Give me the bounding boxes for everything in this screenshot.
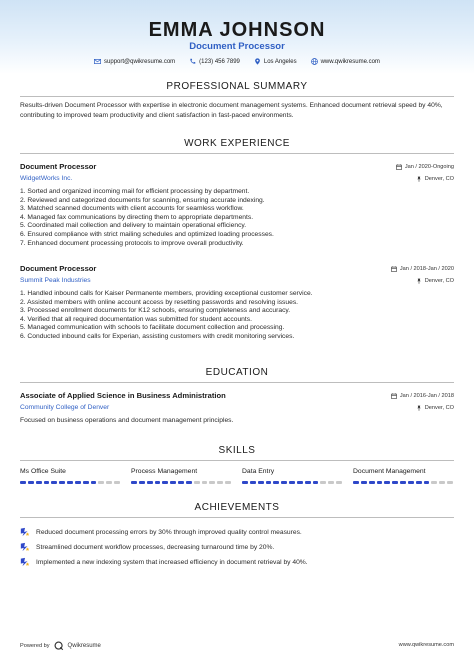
skill-level-segment	[392, 481, 398, 484]
skill-level-bar	[242, 481, 342, 484]
job-duties-list	[20, 188, 454, 248]
experience-divider	[20, 153, 454, 154]
skill-level-segment	[266, 481, 272, 484]
skill-level-segment	[225, 481, 231, 484]
skill-level-segment	[377, 481, 383, 484]
skill-level-segment	[51, 481, 57, 484]
skill-level-segment	[289, 481, 295, 484]
skill-level-segment	[336, 481, 342, 484]
company-name: Summit Peak Industries	[20, 277, 91, 284]
trophy-star-icon	[20, 527, 30, 537]
achievement-text: Reduced document processing errors by 30% through improved quality control measures.	[36, 528, 302, 536]
job-dates-text: Jan / 2018-Jan / 2020	[399, 266, 454, 272]
skill-level-segment	[328, 481, 334, 484]
skill-item	[20, 468, 120, 484]
job-dates	[396, 164, 454, 170]
skill-level-segment	[139, 481, 145, 484]
skill-level-segment	[170, 481, 176, 484]
skill-name: Document Management	[353, 468, 426, 475]
skill-level-segment	[155, 481, 161, 484]
list-item: 6. Ensured compliance with strict mailing schedules and optimized loading processes.	[20, 230, 274, 238]
job-location	[416, 176, 454, 182]
education-divider	[20, 382, 454, 383]
skills-heading: SKILLS	[218, 445, 256, 456]
qwikresume-logo-icon	[54, 641, 64, 651]
skill-level-segment	[178, 481, 184, 484]
skill-level-bar	[20, 481, 120, 484]
contact-phone[interactable]	[189, 58, 240, 65]
candidate-role: Document Processor	[189, 41, 285, 52]
phone-icon	[189, 58, 196, 65]
skill-level-segment	[28, 481, 34, 484]
skill-level-segment	[281, 481, 287, 484]
skill-level-segment	[36, 481, 42, 484]
skill-level-segment	[75, 481, 81, 484]
list-item: 3. Processed enrollment documents for K12 schools, ensuring completeness and accuracy.	[20, 307, 291, 315]
skill-level-segment	[439, 481, 445, 484]
skill-name: Process Management	[131, 468, 198, 475]
skill-level-segment	[273, 481, 279, 484]
job-title: Document Processor	[20, 162, 97, 171]
skill-level-segment	[447, 481, 453, 484]
skill-level-segment	[258, 481, 264, 484]
skill-level-segment	[369, 481, 375, 484]
list-item: 7. Enhanced document processing protocols to improve overall productivity.	[20, 239, 244, 247]
job-location-text: Denver, CO	[424, 176, 454, 182]
skill-level-segment	[384, 481, 390, 484]
education-heading: EDUCATION	[205, 367, 269, 378]
list-item: 2. Assisted members with online account access by resetting passwords and resolving issues.	[20, 298, 299, 306]
location-text: Los Angeles	[263, 58, 297, 65]
skill-name: Ms Office Suite	[20, 468, 66, 475]
skill-level-segment	[162, 481, 168, 484]
list-item: 6. Conducted inbound calls for Experian, assisting customers with credit monitoring services.	[20, 332, 295, 340]
skill-level-segment	[131, 481, 137, 484]
list-item: 1. Sorted and organized incoming mail for efficient processing by department.	[20, 188, 250, 195]
trophy-star-icon	[20, 557, 30, 567]
achievement-item	[20, 542, 454, 552]
summary-text: Results-driven Document Processor with expertise in electronic document management systems. Enhanced document retrieval speed by 40%, contributing to improved team productivity and client satisfaction in fast-paced environments.	[20, 102, 443, 119]
education-dates	[391, 393, 454, 399]
list-item: 4. Managed fax communications by directing them to appropriate departments.	[20, 213, 254, 221]
summary-heading: PROFESSIONAL SUMMARY	[166, 81, 308, 92]
achievements-heading: ACHIEVEMENTS	[194, 502, 280, 513]
list-item: 1. Handled inbound calls for Kaiser Permanente members, providing exceptional customer service.	[20, 290, 313, 297]
skill-level-segment	[44, 481, 50, 484]
pushpin-icon	[416, 176, 422, 182]
pushpin-icon	[416, 278, 422, 284]
skill-level-bar	[353, 481, 453, 484]
footer-website[interactable]: www.qwikresume.com	[398, 642, 454, 648]
skill-level-segment	[408, 481, 414, 484]
list-item: 3. Matched scanned documents with client accounts for seamless workflow.	[20, 205, 244, 213]
website-text: www.qwikresume.com	[320, 58, 380, 65]
brand-name[interactable]: Qwikresume	[67, 643, 101, 649]
achievement-item	[20, 527, 454, 537]
contact-email[interactable]	[94, 58, 175, 65]
skill-level-segment	[83, 481, 89, 484]
skill-level-segment	[242, 481, 248, 484]
skill-level-segment	[20, 481, 26, 484]
skill-level-segment	[114, 481, 120, 484]
contact-website[interactable]	[311, 58, 380, 65]
education-description: Focused on business operations and document management principles.	[20, 417, 234, 424]
job-location	[416, 278, 454, 284]
achievement-item	[20, 557, 454, 567]
list-item: 5. Managed communication with schools to facilitate document collection and processing.	[20, 324, 285, 332]
footer-brand	[20, 641, 101, 651]
calendar-icon	[391, 266, 397, 272]
summary-divider	[20, 96, 454, 97]
school-name: Community College of Denver	[20, 404, 110, 411]
skill-level-segment	[194, 481, 200, 484]
skill-level-bar	[131, 481, 231, 484]
skill-level-segment	[400, 481, 406, 484]
experience-heading: WORK EXPERIENCE	[184, 138, 290, 149]
skill-level-segment	[202, 481, 208, 484]
skill-level-segment	[305, 481, 311, 484]
achievement-text: Implemented a new indexing system that increased efficiency in document retrieval by 40%.	[36, 558, 308, 566]
skill-level-segment	[424, 481, 430, 484]
resume-header	[0, 0, 474, 74]
company-name: WidgetWorks Inc.	[20, 175, 73, 182]
contact-row	[0, 58, 474, 65]
list-item: 2. Reviewed and categorized documents for scanning, ensuring accurate indexing.	[20, 196, 265, 204]
job-dates	[391, 266, 454, 272]
skill-item	[353, 468, 453, 484]
education-location-text: Denver, CO	[424, 405, 454, 411]
skill-level-segment	[353, 481, 359, 484]
candidate-name: EMMA JOHNSON	[148, 19, 326, 41]
skill-level-segment	[313, 481, 319, 484]
phone-text: (123) 456 7899	[199, 58, 240, 65]
skill-level-segment	[147, 481, 153, 484]
skills-divider	[20, 460, 454, 461]
skill-level-segment	[209, 481, 215, 484]
job-location-text: Denver, CO	[424, 278, 454, 284]
trophy-star-icon	[20, 542, 30, 552]
skill-level-segment	[431, 481, 437, 484]
education-dates-text: Jan / 2016-Jan / 2018	[399, 393, 454, 399]
email-text: support@qwikresume.com	[104, 58, 176, 65]
achievement-text: Streamlined document workflow processes, decreasing turnaround time by 20%.	[36, 543, 275, 551]
skill-level-segment	[59, 481, 65, 484]
globe-icon	[311, 58, 318, 65]
education-location	[416, 405, 454, 411]
skill-level-segment	[320, 481, 326, 484]
skill-name: Data Entry	[242, 468, 275, 475]
skill-level-segment	[98, 481, 104, 484]
contact-location	[254, 58, 297, 65]
list-item: 5. Coordinated mail collection and delivery to maintain operational efficiency.	[20, 222, 247, 230]
email-icon	[94, 58, 101, 65]
skill-level-segment	[91, 481, 97, 484]
skill-level-segment	[67, 481, 73, 484]
calendar-icon	[391, 393, 397, 399]
skill-level-segment	[250, 481, 256, 484]
calendar-icon	[396, 164, 402, 170]
skill-level-segment	[217, 481, 223, 484]
skill-item	[242, 468, 342, 484]
skill-level-segment	[361, 481, 367, 484]
skill-level-segment	[106, 481, 112, 484]
list-item: 4. Verified that all required documentation was submitted for student accounts.	[20, 315, 252, 323]
pushpin-icon	[416, 405, 422, 411]
job-duties-list	[20, 290, 454, 342]
skill-level-segment	[186, 481, 192, 484]
job-dates-text: Jan / 2020-Ongoing	[404, 164, 454, 170]
powered-by-label: Powered by	[20, 643, 50, 649]
skill-level-segment	[297, 481, 303, 484]
job-title: Document Processor	[20, 264, 97, 273]
achievements-divider	[20, 517, 454, 518]
skill-level-segment	[416, 481, 422, 484]
degree-title: Associate of Applied Science in Business Administration	[20, 391, 226, 400]
map-pin-icon	[254, 58, 261, 65]
skill-item	[131, 468, 231, 484]
